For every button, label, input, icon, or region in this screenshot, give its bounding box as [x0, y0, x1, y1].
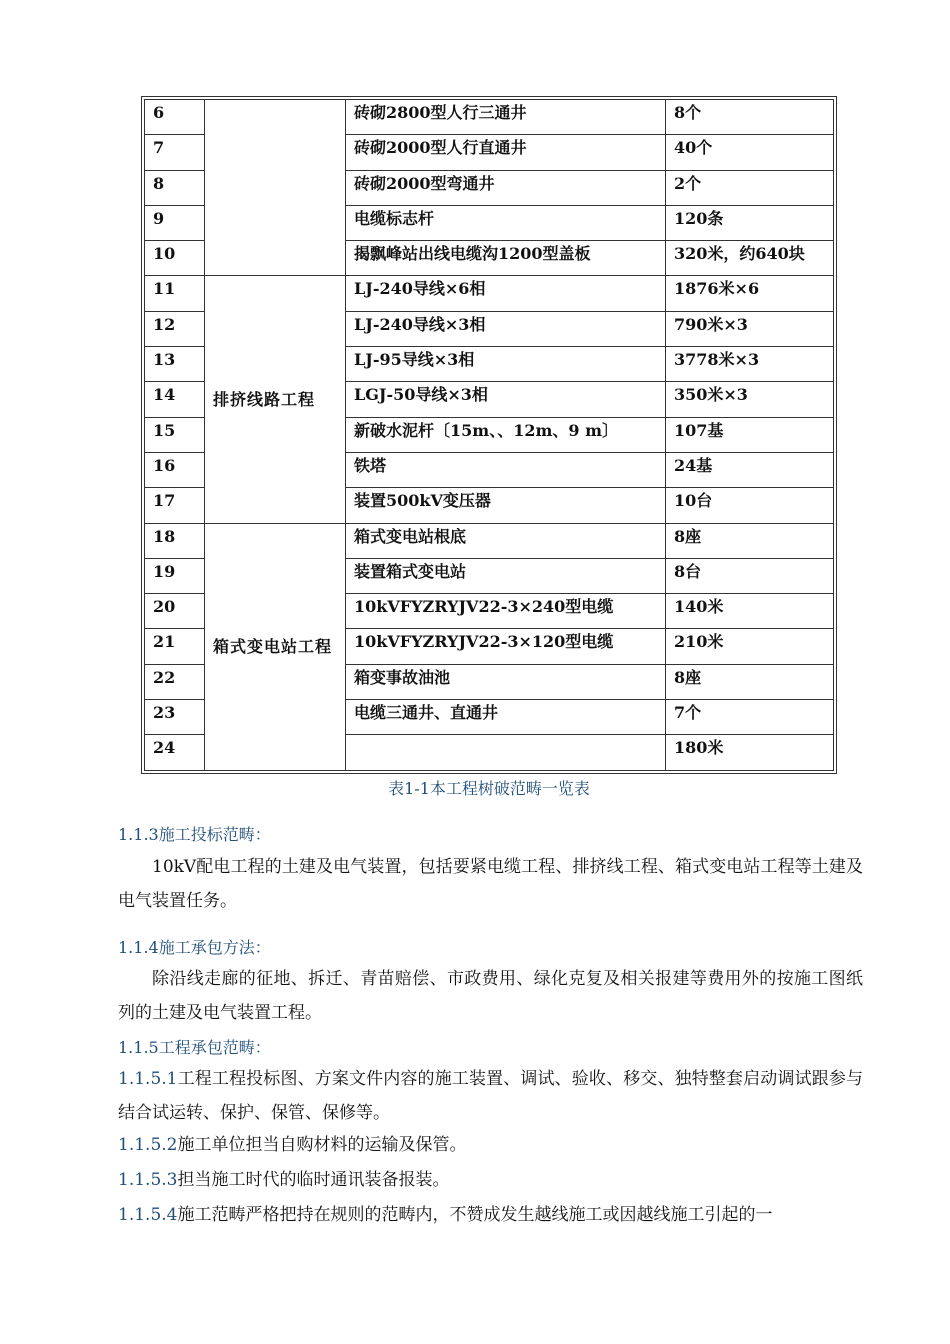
section-1-1-5-3 [118, 1163, 863, 1197]
row-number-cell: 8 [145, 170, 205, 205]
item-cell: 装置箱式变电站 [346, 558, 666, 593]
item-cell: 砖砌2800型人行三通井 [346, 100, 666, 135]
item-cell [346, 735, 666, 770]
row-number-cell: 21 [145, 629, 205, 664]
quantity-cell: 320米，约640块 [666, 241, 834, 276]
row-number-cell: 7 [145, 135, 205, 170]
row-number-cell: 15 [145, 417, 205, 452]
item-cell: 10kVFYZRYJV22-3×240型电缆 [346, 594, 666, 629]
section-1-1-5-heading: 1.1.5工程承包范畴： [118, 1038, 271, 1057]
item-cell: 砖砌2000型人行直通井 [346, 135, 666, 170]
quantity-cell: 120条 [666, 205, 834, 240]
quantity-cell: 24基 [666, 452, 834, 487]
item-cell: 箱变事故油池 [346, 664, 666, 699]
item-cell: LGJ-50导线×3相 [346, 382, 666, 417]
quantity-cell: 1876米×6 [666, 276, 834, 311]
quantity-cell: 790米×3 [666, 311, 834, 346]
section-1-1-5-2 [118, 1128, 863, 1162]
quantity-cell: 210米 [666, 629, 834, 664]
quantity-cell: 8座 [666, 523, 834, 558]
row-number-cell: 19 [145, 558, 205, 593]
table-caption: 表1-1本工程树破范畴一览表 [388, 779, 590, 798]
section-number: 1.1.5.2 [118, 1135, 178, 1155]
section-number: 1.1.5.4 [118, 1205, 178, 1225]
item-cell: 揭飘峰站出线电缆沟1200型盖板 [346, 241, 666, 276]
row-number-cell: 11 [145, 276, 205, 311]
table-row [145, 276, 834, 311]
item-cell: 装置500kV变压器 [346, 488, 666, 523]
table-row [145, 100, 834, 135]
row-number-cell: 16 [145, 452, 205, 487]
item-cell: LJ-240导线×6相 [346, 276, 666, 311]
section-text: 施工范畴严格把持在规则的范畴内，不赞成发生越线施工或因越线施工引起的一 [177, 1205, 773, 1225]
item-cell: 铁塔 [346, 452, 666, 487]
section-text: 施工单位担当自购材料的运输及保管。 [177, 1135, 467, 1155]
quantity-cell: 8座 [666, 664, 834, 699]
quantity-cell: 8台 [666, 558, 834, 593]
category-cell: 排挤线路工程 [205, 276, 346, 523]
category-cell: 箱式变电站工程 [205, 523, 346, 770]
item-cell: LJ-240导线×3相 [346, 311, 666, 346]
row-number-cell: 17 [145, 488, 205, 523]
row-number-cell: 24 [145, 735, 205, 770]
item-cell: 新破水泥杆〔15m、、12m、9 m〕 [346, 417, 666, 452]
row-number-cell: 10 [145, 241, 205, 276]
row-number-cell: 20 [145, 594, 205, 629]
section-number: 1.1.5.1 [118, 1069, 178, 1089]
row-number-cell: 13 [145, 347, 205, 382]
table-row [145, 523, 834, 558]
row-number-cell: 14 [145, 382, 205, 417]
quantity-cell: 2个 [666, 170, 834, 205]
category-cell [205, 100, 346, 276]
quantity-cell: 8个 [666, 100, 834, 135]
item-cell: 电缆标志杆 [346, 205, 666, 240]
section-1-1-3-heading: 1.1.3施工投标范畴： [118, 825, 271, 844]
item-cell: 电缆三通井、直通井 [346, 700, 666, 735]
section-1-1-3-body: 10kV配电工程的土建及电气装置，包括要紧电缆工程、排挤线工程、箱式变电站工程等土建及电气装置任务。 [118, 857, 863, 911]
quantity-cell: 10台 [666, 488, 834, 523]
item-cell: LJ-95导线×3相 [346, 347, 666, 382]
row-number-cell: 6 [145, 100, 205, 135]
section-text: 担当施工时代的临时通讯装备报装。 [177, 1170, 450, 1190]
quantity-cell: 180米 [666, 735, 834, 770]
section-1-1-4-body: 除沿线走廊的征地、拆迁、青苗赔偿、市政费用、绿化克复及相关报建等费用外的按施工图纸列的土建及电气装置工程。 [118, 969, 863, 1023]
section-1-1-4-heading: 1.1.4施工承包方法： [118, 938, 271, 957]
quantity-cell: 140米 [666, 594, 834, 629]
row-number-cell: 23 [145, 700, 205, 735]
quantity-cell: 7个 [666, 700, 834, 735]
quantity-cell: 107基 [666, 417, 834, 452]
section-1-1-5-4 [118, 1198, 863, 1232]
quantity-cell: 40个 [666, 135, 834, 170]
section-1-1-5-1 [118, 1062, 863, 1130]
row-number-cell: 18 [145, 523, 205, 558]
item-cell: 箱式变电站根底 [346, 523, 666, 558]
item-cell: 10kVFYZRYJV22-3×120型电缆 [346, 629, 666, 664]
section-number: 1.1.5.3 [118, 1170, 178, 1190]
quantity-cell: 3778米×3 [666, 347, 834, 382]
row-number-cell: 22 [145, 664, 205, 699]
scope-table [144, 99, 834, 771]
row-number-cell: 9 [145, 205, 205, 240]
item-cell: 砖砌2000型弯通井 [346, 170, 666, 205]
section-text: 工程工程投标图、方案文件内容的施工装置、调试、验收、移交、独特整套启动调试跟参与结合试运转、保护、保管、保修等。 [118, 1069, 863, 1123]
quantity-cell: 350米×3 [666, 382, 834, 417]
row-number-cell: 12 [145, 311, 205, 346]
